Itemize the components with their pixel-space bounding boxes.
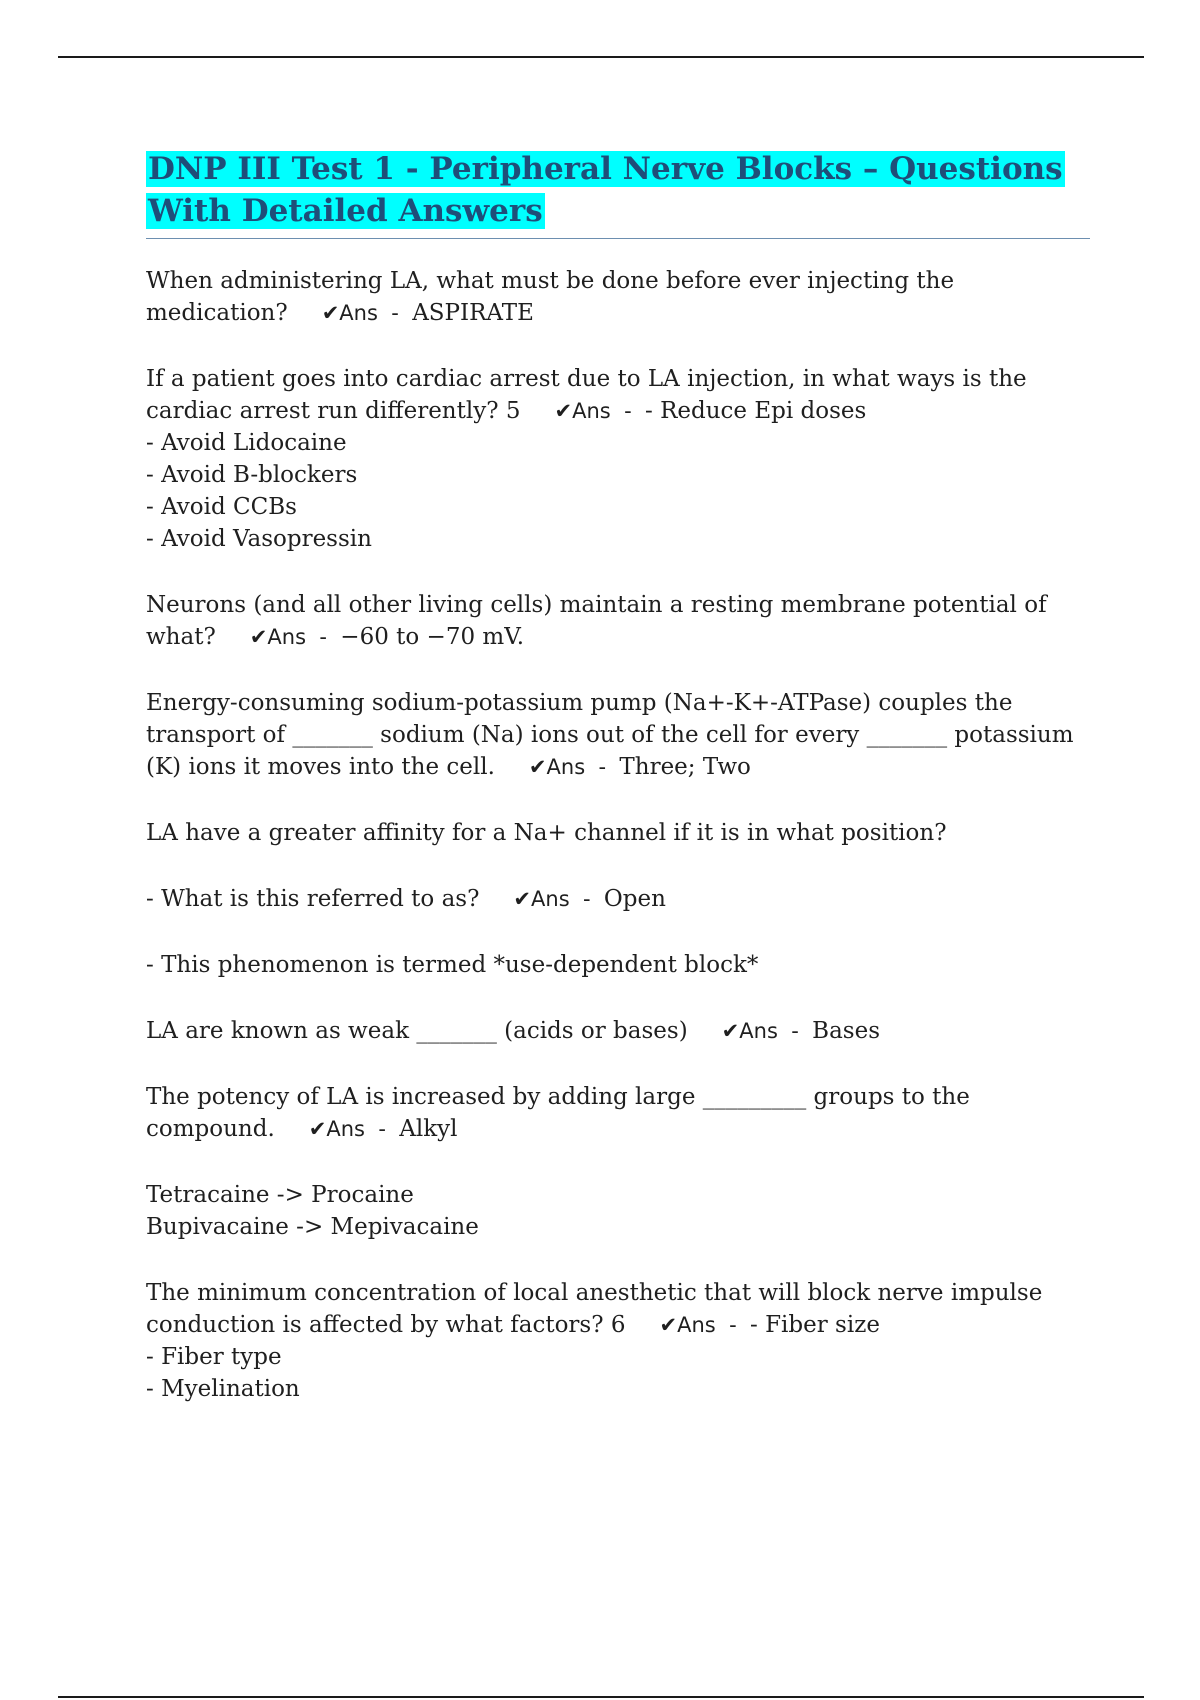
qa-item <box>146 363 1090 555</box>
question-text: If a patient goes into cardiac arrest due to LA injection, in what ways is the cardiac arrest run differently? 5 <box>146 366 1034 424</box>
title-line-2: With Detailed Answers <box>148 193 543 229</box>
question-text: LA are known as weak _______ (acids or bases) <box>146 1018 688 1044</box>
qa-item <box>146 1015 1090 1047</box>
question-text: When administering LA, what must be done before ever injecting the medication? <box>146 268 962 326</box>
qa-item <box>146 883 1090 915</box>
qa-item <box>146 1277 1090 1405</box>
answer-line: - Fiber type <box>146 1344 282 1370</box>
answer-text: Open <box>603 886 666 912</box>
question-text: The minimum concentration of local anesthetic that will block nerve impulse conduction is affected by what factors? 6 <box>146 1280 1050 1338</box>
header-rule <box>58 56 1144 58</box>
qa-item <box>146 589 1090 653</box>
answer-marker: ✔Ans - <box>528 755 620 779</box>
question-text: Energy-consuming sodium-potassium pump (Na+-K+-ATPase) couples the transport of _______ sodium (Na) ions out of the cell for every _______ potassium (K) ions it moves into the cell. <box>146 690 1081 780</box>
document-title <box>146 148 1090 232</box>
title-block <box>146 148 1090 239</box>
answer-line: - Myelination <box>146 1376 300 1402</box>
footer-rule <box>58 1696 1144 1698</box>
answer-text: Alkyl <box>399 1116 458 1142</box>
answer-line: Bupivacaine -> Mepivacaine <box>146 1214 479 1240</box>
question-text: Tetracaine -> Procaine <box>146 1182 414 1208</box>
question-text: Neurons (and all other living cells) maintain a resting membrane potential of what? <box>146 592 1054 650</box>
qa-list <box>146 265 1090 1405</box>
answer-line: - Avoid B-blockers <box>146 462 358 488</box>
answer-line: - Avoid Vasopressin <box>146 526 372 552</box>
qa-item <box>146 817 1090 849</box>
answer-marker: ✔Ans - <box>308 1117 400 1141</box>
qa-item <box>146 265 1090 329</box>
title-line-1: DNP III Test 1 - Peripheral Nerve Blocks – Questions <box>148 151 1063 187</box>
answer-marker: ✔Ans - <box>721 1019 813 1043</box>
answer-text: Bases <box>812 1018 881 1044</box>
answer-text: ASPIRATE <box>412 300 534 326</box>
qa-item <box>146 1081 1090 1145</box>
answer-line: - Avoid CCBs <box>146 494 297 520</box>
question-text: LA have a greater affinity for a Na+ channel if it is in what position? <box>146 820 947 846</box>
qa-item <box>146 687 1090 783</box>
answer-text: - Reduce Epi doses <box>645 398 867 424</box>
answer-marker: ✔Ans - <box>513 887 604 911</box>
document-body <box>146 148 1090 1439</box>
answer-marker: ✔Ans - <box>554 399 645 423</box>
answer-text: - Fiber size <box>750 1312 880 1338</box>
question-text: The potency of LA is increased by adding large _________ groups to the compound. <box>146 1084 978 1142</box>
question-text: - What is this referred to as? <box>146 886 480 912</box>
answer-line: - Avoid Lidocaine <box>146 430 347 456</box>
qa-item <box>146 1179 1090 1243</box>
answer-text: Three; Two <box>619 754 751 780</box>
question-text: - This phenomenon is termed *use-dependent block* <box>146 952 759 978</box>
answer-text: −60 to −70 mV. <box>340 624 525 650</box>
answer-marker: ✔Ans - <box>321 301 413 325</box>
qa-item <box>146 949 1090 981</box>
answer-marker: ✔Ans - <box>249 625 341 649</box>
answer-marker: ✔Ans - <box>659 1313 750 1337</box>
